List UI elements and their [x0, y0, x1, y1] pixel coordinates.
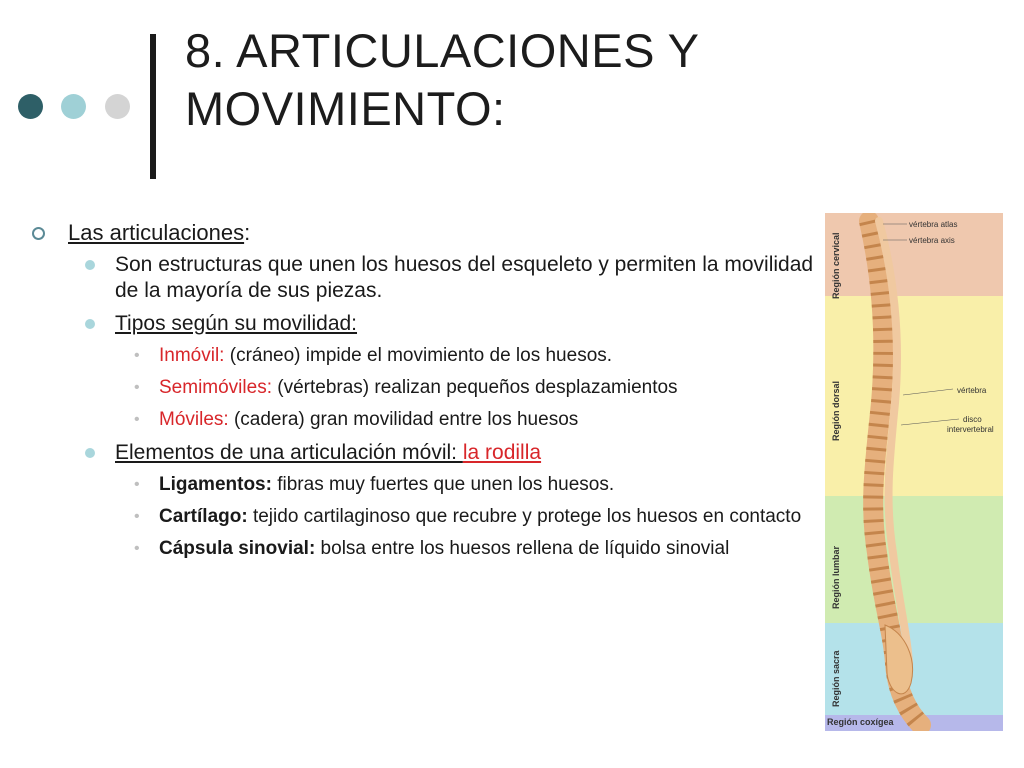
ring-bullet-icon [32, 227, 45, 240]
small-bullet-icon: • [134, 508, 140, 525]
slide-title-line1: 8. ARTICULACIONES Y [185, 24, 700, 77]
type-text: (cráneo) impide el movimiento de los huesos. [224, 345, 613, 366]
elements-example-text: la rodilla [462, 441, 542, 464]
label-intervertebral: intervertebral [947, 425, 994, 434]
element-item [30, 473, 820, 497]
element-item [30, 505, 820, 529]
small-bullet-icon: • [134, 411, 140, 428]
dot-bullet-icon [85, 448, 95, 458]
bullet-types-heading [30, 311, 820, 337]
element-name: Ligamentos: [159, 474, 272, 495]
label-axis: vértebra axis [909, 236, 955, 245]
heading-text: Las articulaciones [68, 220, 245, 245]
label-atlas: vértebra atlas [909, 220, 958, 229]
element-item [30, 537, 820, 561]
bullet-definition [30, 252, 820, 304]
decor-dot-dark [18, 94, 43, 119]
element-text: tejido cartilaginoso que recubre y protege los huesos en contacto [247, 506, 802, 527]
region-dorsal-band [825, 296, 1003, 496]
dot-bullet-icon [85, 260, 95, 270]
type-name: Móviles: [159, 409, 229, 430]
slide-title [185, 22, 700, 138]
type-name: Inmóvil: [159, 345, 225, 366]
type-item [30, 344, 820, 368]
decor-dot-teal [61, 94, 86, 119]
small-bullet-icon: • [134, 476, 140, 493]
slide-content [30, 218, 820, 569]
type-item [30, 376, 820, 400]
type-item [30, 408, 820, 432]
slide-title-line2: MOVIMIENTO: [185, 82, 506, 135]
small-bullet-icon: • [134, 347, 140, 364]
element-text: bolsa entre los huesos rellena de líquido sinovial [315, 538, 730, 559]
small-bullet-icon: • [134, 540, 140, 557]
elements-heading-text: Elementos de una articulación móvil: [115, 441, 463, 464]
small-bullet-icon: • [134, 379, 140, 396]
region-label-coxigea: Región coxígea [827, 717, 894, 727]
bullet-elements-heading [30, 440, 820, 466]
element-name: Cartílago: [159, 506, 248, 527]
dot-bullet-icon [85, 319, 95, 329]
region-label-sacra: Región sacra [831, 650, 841, 707]
element-name: Cápsula sinovial: [159, 538, 316, 559]
label-vertebra: vértebra [957, 386, 987, 395]
region-label-lumbar: Región lumbar [831, 545, 841, 609]
bullet-heading [30, 218, 820, 248]
spine-diagram [825, 213, 1003, 731]
decor-dot-gray [105, 94, 130, 119]
region-label-dorsal: Región dorsal [831, 380, 841, 441]
region-lumbar-band [825, 496, 1003, 623]
type-text: (cadera) gran movilidad entre los huesos [228, 409, 579, 430]
type-text: (vértebras) realizan pequeños desplazamientos [271, 377, 678, 398]
region-label-cervical: Región cervical [831, 232, 841, 299]
element-text: fibras muy fuertes que unen los huesos. [271, 474, 615, 495]
definition-text: Son estructuras que unen los huesos del esqueleto y permiten la movilidad de la mayoría de sus piezas. [115, 253, 814, 302]
title-divider [150, 34, 156, 179]
label-disco: disco [963, 415, 982, 424]
heading-colon: : [244, 220, 251, 245]
spine-illustration [825, 213, 1003, 731]
type-name: Semimóviles: [159, 377, 272, 398]
types-heading-text: Tipos según su movilidad: [115, 312, 358, 335]
